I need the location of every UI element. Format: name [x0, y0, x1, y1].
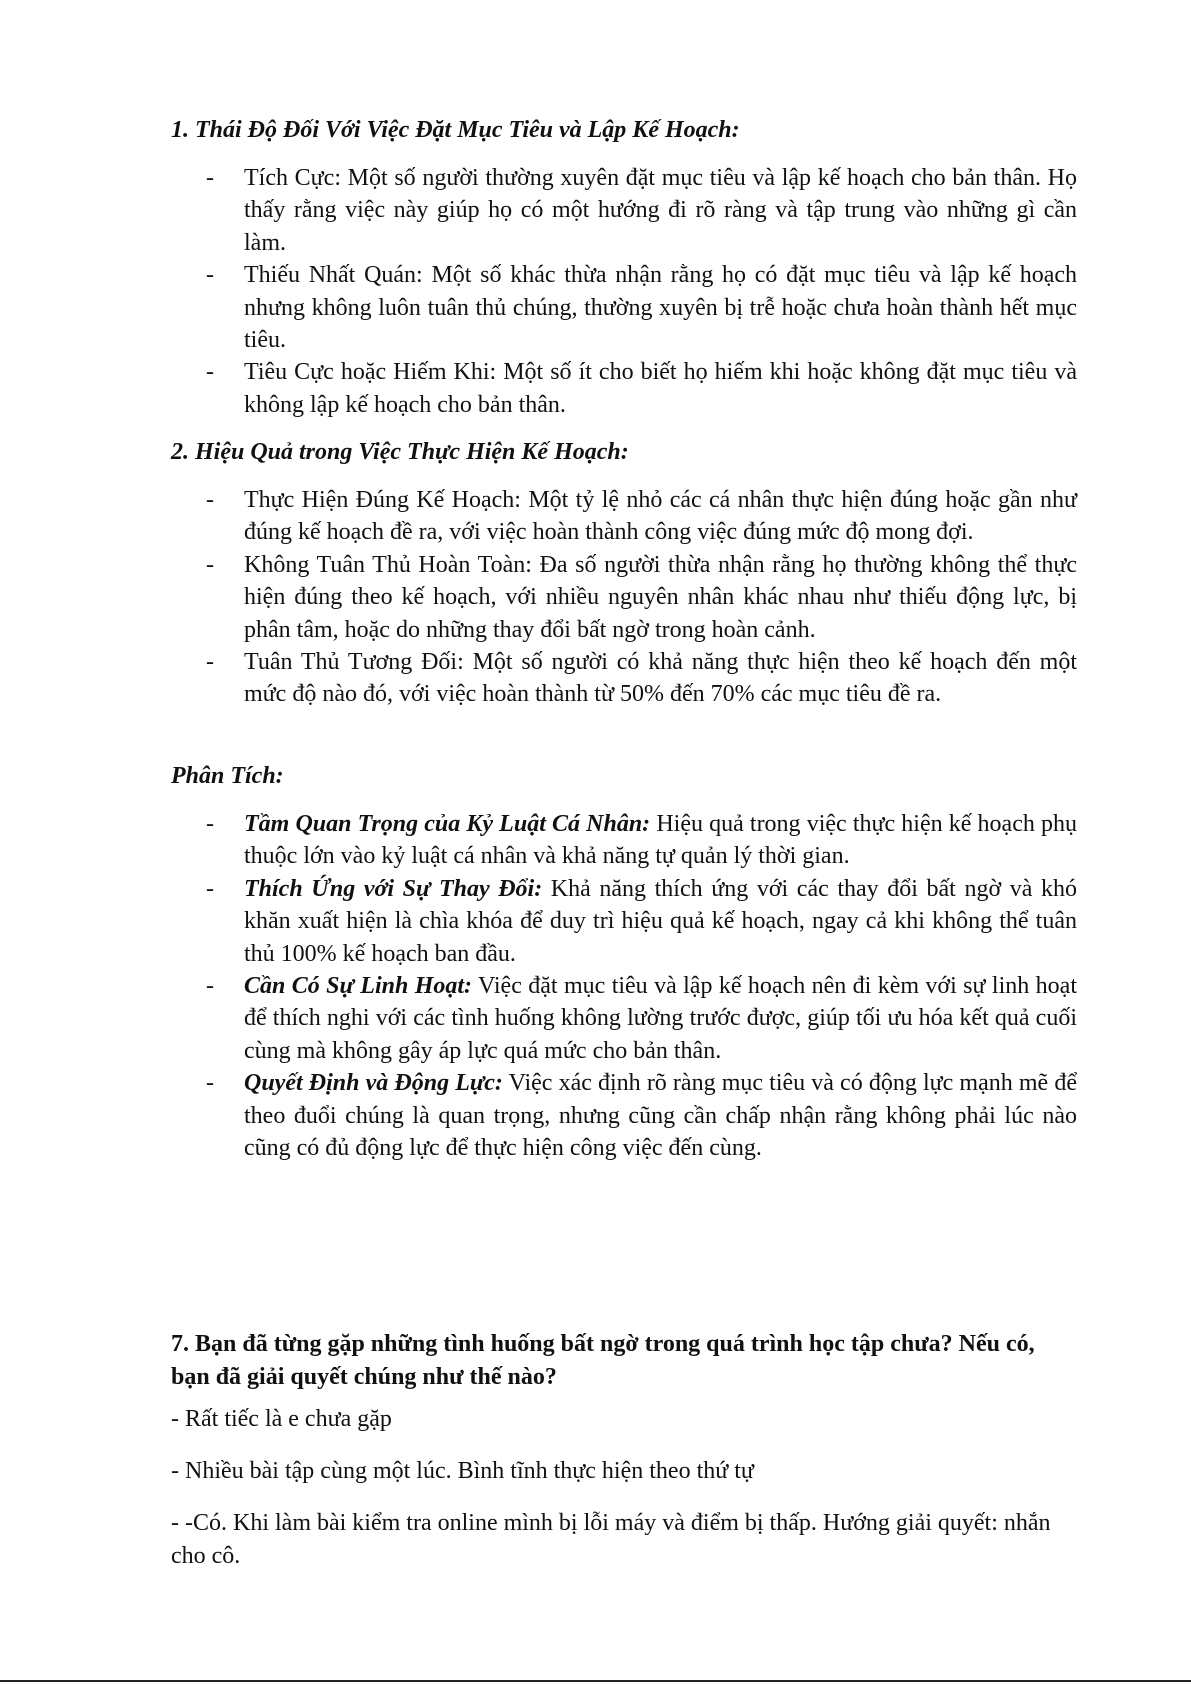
list-item-text: Thực Hiện Đúng Kế Hoạch: Một tỷ lệ nhỏ các cá nhân thực hiện đúng hoặc gần như đúng kế hoạch đề ra, với việc hoàn thành công việc đúng mức độ mong đợi.	[244, 487, 1077, 546]
list-item: - Thực Hiện Đúng Kế Hoạch: Một tỷ lệ nhỏ các cá nhân thực hiện đúng hoặc gần như đúng kế hoạch đề ra, với việc hoàn thành công việc đúng mức độ mong đợi.	[206, 487, 1077, 546]
list-item-text: Hiệu quả trong việc thực hiện kế hoạch phụ thuộc lớn vào kỷ luật cá nhân và khả năng tự quản lý thời gian.	[244, 811, 1077, 870]
list-item: - Cần Có Sự Linh Hoạt: Việc đặt mục tiêu và lập kế hoạch nên đi kèm với sự linh hoạt để thích nghi với các tình huống không lường trước được, giúp tối ưu hóa kết quả cuối cùng mà không gây áp lực quá mức cho bản thân.	[206, 973, 1077, 1064]
answer-1: - Rất tiếc là e chưa gặp	[171, 1406, 392, 1432]
list-item: - Tiêu Cực hoặc Hiếm Khi: Một số ít cho biết họ hiếm khi hoặc không đặt mục tiêu và không lập kế hoạch cho bản thân.	[206, 359, 1077, 418]
list-item: - Tuân Thủ Tương Đối: Một số người có khả năng thực hiện theo kế hoạch đến một mức độ nào đó, với việc hoàn thành từ 50% đến 70% các mục tiêu đề ra.	[206, 649, 1077, 708]
list-item: - Tích Cực: Một số người thường xuyên đặt mục tiêu và lập kế hoạch cho bản thân. Họ thấy rằng việc này giúp họ có một hướng đi rõ ràng và tập trung vào những gì cần làm.	[206, 165, 1077, 256]
list-item-text: Tích Cực: Một số người thường xuyên đặt mục tiêu và lập kế hoạch cho bản thân. Họ thấy rằng việc này giúp họ có một hướng đi rõ ràng và tập trung vào những gì cần làm.	[244, 165, 1077, 256]
list-item: - Không Tuân Thủ Hoàn Toàn: Đa số người thừa nhận rằng họ thường không thể thực hiện đúng theo kế hoạch, với nhiều nguyên nhân khác nhau như thiếu động lực, bị phân tâm, hoặc do những thay đổi bất ngờ trong hoàn cảnh.	[206, 551, 1077, 643]
list-item-text: Khả năng thích ứng với các thay đổi bất ngờ và khó khăn xuất hiện là chìa khóa để duy trì hiệu quả kế hoạch, ngay cả khi không thể tuân thủ 100% kế hoạch ban đầu.	[244, 875, 1077, 967]
page-bottom-divider	[0, 1680, 1191, 1682]
answer-3: - -Có. Khi làm bài kiểm tra online mình bị lỗi máy và điểm bị thấp. Hướng giải quyết: nhắn cho cô.	[171, 1510, 1051, 1569]
list-item: - Thích Ứng với Sự Thay Đổi: Khả năng thích ứng với các thay đổi bất ngờ và khó khăn xuất hiện là chìa khóa để duy trì hiệu quả kế hoạch, ngay cả khi không thể tuân thủ 100% kế hoạch ban đầu.	[206, 875, 1077, 967]
section1-heading: 1. Thái Độ Đối Với Việc Đặt Mục Tiêu và Lập Kế Hoạch:	[171, 117, 740, 143]
list-item: - Tầm Quan Trọng của Kỷ Luật Cá Nhân: Hiệu quả trong việc thực hiện kế hoạch phụ thuộc lớn vào kỷ luật cá nhân và khả năng tự quản lý thời gian.	[206, 811, 1077, 870]
list-item-text: Không Tuân Thủ Hoàn Toàn: Đa số người thừa nhận rằng họ thường không thể thực hiện đúng theo kế hoạch, với nhiều nguyên nhân khác nhau như thiếu động lực, bị phân tâm, hoặc do những thay đổi bất ngờ trong hoàn cảnh.	[244, 551, 1077, 643]
list-item-text: Việc đặt mục tiêu và lập kế hoạch nên đi kèm với sự linh hoạt để thích nghi với các tình huống không lường trước được, giúp tối ưu hóa kết quả cuối cùng mà không gây áp lực quá mức cho bản thân.	[244, 973, 1077, 1064]
list-item-text: Việc xác định rõ ràng mục tiêu và có động lực mạnh mẽ để theo đuổi chúng là quan trọng, nhưng cũng cần chấp nhận rằng không phải lúc nào cũng có đủ động lực để thực hiện công việc đến cùng.	[244, 1070, 1077, 1162]
section2-list	[171, 484, 1077, 711]
list-item: - Thiếu Nhất Quán: Một số khác thừa nhận rằng họ có đặt mục tiêu và lập kế hoạch nhưng không luôn tuân thủ chúng, thường xuyên bị trễ hoặc chưa hoàn thành hết mục tiêu.	[206, 262, 1077, 354]
section1-list	[171, 162, 1077, 421]
section2-heading: 2. Hiệu Quả trong Việc Thực Hiện Kế Hoạch:	[171, 439, 629, 465]
answer-2: - Nhiều bài tập cùng một lúc. Bình tĩnh thực hiện theo thứ tự	[171, 1458, 754, 1484]
list-item: - Quyết Định và Động Lực: Việc xác định rõ ràng mục tiêu và có động lực mạnh mẽ để theo đuổi chúng là quan trọng, nhưng cũng cần chấp nhận rằng không phải lúc nào cũng có đủ động lực để thực hiện công việc đến cùng.	[206, 1070, 1077, 1162]
list-item-lead: Thích Ứng với Sự Thay Đổi:	[244, 875, 543, 902]
analysis-heading: Phân Tích:	[171, 763, 284, 789]
list-item-text: Thiếu Nhất Quán: Một số khác thừa nhận rằng họ có đặt mục tiêu và lập kế hoạch nhưng không luôn tuân thủ chúng, thường xuyên bị trễ hoặc chưa hoàn thành hết mục tiêu.	[244, 262, 1077, 354]
list-item-text: Tuân Thủ Tương Đối: Một số người có khả năng thực hiện theo kế hoạch đến một mức độ nào đó, với việc hoàn thành từ 50% đến 70% các mục tiêu đề ra.	[244, 649, 1077, 708]
question7-heading: 7. Bạn đã từng gặp những tình huống bất ngờ trong quá trình học tập chưa? Nếu có, bạn đã giải quyết chúng như thế nào?	[171, 1331, 1035, 1390]
list-item-lead: Cần Có Sự Linh Hoạt:	[244, 973, 473, 1000]
analysis-list	[171, 808, 1077, 1164]
list-item-lead: Quyết Định và Động Lực:	[244, 1070, 503, 1097]
list-item-text: Tiêu Cực hoặc Hiếm Khi: Một số ít cho biết họ hiếm khi hoặc không đặt mục tiêu và không lập kế hoạch cho bản thân.	[244, 359, 1077, 418]
list-item-lead: Tầm Quan Trọng của Kỷ Luật Cá Nhân:	[244, 811, 651, 837]
